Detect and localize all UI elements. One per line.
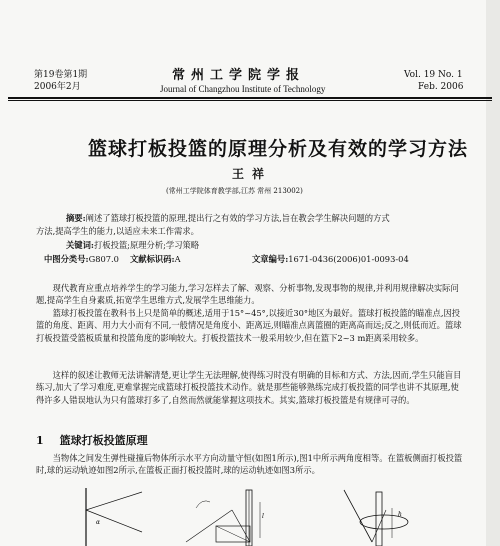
clc-label: 中图分类号: <box>44 254 89 264</box>
svg-text:l: l <box>262 513 264 520</box>
doc-code-label: 文献标识码: <box>130 254 175 264</box>
figure-3-partial <box>326 488 416 546</box>
abstract-text-1: 阐述了篮球打板投篮的原理,提出行之有效的学习方法,旨在教会学生解决问题的方式 <box>85 213 390 223</box>
doc-code-line <box>130 253 181 265</box>
journal-name-cn: 常州工学院学报 <box>172 68 306 83</box>
abstract-line-2: 方法,提高学生的能力,以适应未来工作需求。 <box>36 226 199 236</box>
article-no-value: 1671-0436(2006)01-0093-04 <box>288 254 409 264</box>
svg-text:h: h <box>398 511 402 518</box>
article-no-label: 文章编号: <box>252 254 289 264</box>
body-paragraph-1: 现代教育应重点培养学生的学习能力,学习怎样去了解、观察、分析事物,发现事物的规律,并利用规律解决实际问题,提高学生自身素质,拓宽学生思维方式,发展学生思维能力。 <box>36 283 459 306</box>
scan-margin <box>486 0 500 546</box>
body-paragraph-2: 篮球打板投篮在教科书上只是简单的概述,适用于15°~45°,以接近30°地区为最好。篮球打板投篮的瞄准点,因投篮的角度、距离、用力大小而有不同,一般情况是角度小、距离远,则瞄准点离篮圈的距离高而远;反之,则低而近。篮球打板投篮受篮板质量和投篮角度的影响较大。打板投篮技术一般采用较少,但在篮下2~3 m距离采用较多。 <box>36 308 462 343</box>
abstract-line-1 <box>66 212 390 224</box>
article-author: 王祥 <box>232 167 273 181</box>
figure-1-partial <box>82 488 152 546</box>
body-paragraph-3: 这样的叙述让教师无法讲解清楚,更让学生无法理解,使得练习时没有明确的目标和方式、方法,因而,学生只能盲目练习,加大了学习难度,更难掌握完成篮球打板投篮技术动作。就是那些能够熟练完成打板投篮的同学也讲不其原理,使得许多人错误地认为只有篮球打多了,自然而然就能掌握这项技术。其实,篮球打板投篮是有规律可寻的。 <box>36 370 462 405</box>
section-heading <box>36 432 148 448</box>
header-rule-thick <box>8 97 492 99</box>
abstract-label: 摘要: <box>66 213 86 223</box>
section-title: 篮球打板投篮原理 <box>59 434 148 447</box>
keywords-line <box>66 239 199 251</box>
clc-line <box>44 253 119 265</box>
body-paragraph-4: 当物体之间发生弹性碰撞后物体所示水平方向动量守恒(如图1所示),图1中所示两角度相等。在篮板侧面打板投篮时,球的运动轨迹如图2所示,在篮板正面打板投篮时,球的运动轨迹如图3所示。 <box>36 453 463 476</box>
pub-date: Feb. 2006 <box>418 82 464 92</box>
journal-name-en: Journal of Changzhou Institute of Technology <box>160 84 326 94</box>
figure-2-partial <box>176 488 276 546</box>
keywords-text: 打板投篮;原理分析;学习策略 <box>93 240 200 250</box>
svg-text:α: α <box>96 519 101 526</box>
header-rule-thin <box>8 100 492 101</box>
article-no-line <box>252 253 409 265</box>
doc-code-value: A <box>174 254 181 264</box>
issue-volume: 第19卷第1期 <box>34 70 88 80</box>
issue-date: 2006年2月 <box>34 82 81 92</box>
author-affiliation: (常州工学院体育教学部,江苏 常州 213002) <box>166 187 303 195</box>
clc-value: G807.0 <box>88 254 119 264</box>
article-title: 篮球打板投篮的原理分析及有效的学习方法 <box>88 138 469 160</box>
vol-no: Vol. 19 No. 1 <box>404 70 463 80</box>
keywords-label: 关键词: <box>66 240 94 250</box>
section-number: 1 <box>36 434 44 447</box>
